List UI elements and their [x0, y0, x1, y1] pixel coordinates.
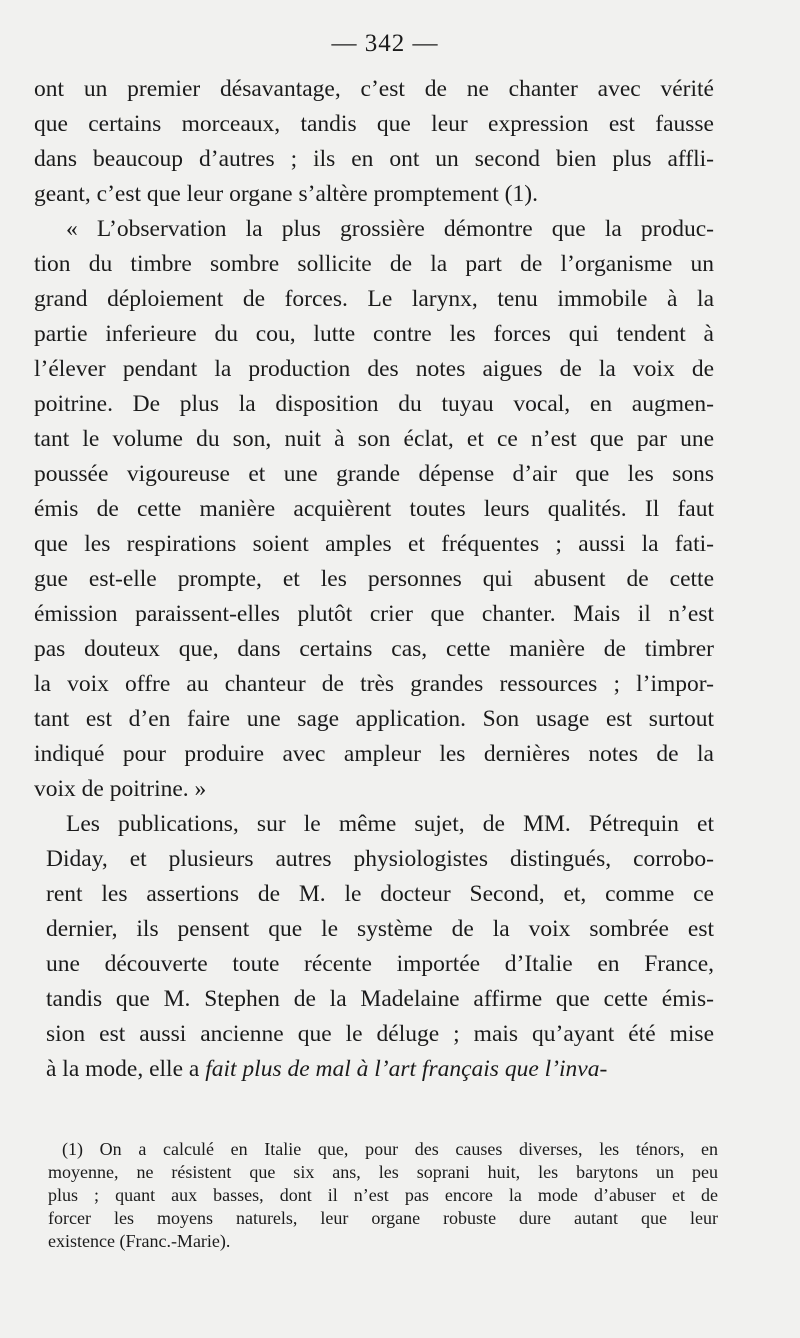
text-line: la voix offre au chanteur de très grandes ressources ; l’impor- [34, 671, 714, 697]
text-line: que les respirations soient amples et fréquentes ; aussi la fati- [34, 531, 714, 557]
text-line: gue est-elle prompte, et les personnes qui abusent de cette [34, 566, 714, 592]
text-line: sion est aussi ancienne que le déluge ; mais qu’ayant été mise [46, 1021, 714, 1047]
footnote-line: plus ; quant aux basses, dont il n’est pas encore la mode d’abuser et de [48, 1185, 718, 1205]
footnote-line: moyenne, ne résistent que six ans, les soprani huit, les barytons un peu [48, 1162, 718, 1182]
text-line: partie inferieure du cou, lutte contre les forces qui tendent à [34, 321, 714, 347]
text-line: ont un premier désavantage, c’est de ne chanter avec vérité [34, 76, 714, 102]
text-line: que certains morceaux, tandis que leur expression est fausse [34, 111, 714, 137]
text-line: voix de poitrine. » [34, 776, 207, 802]
text-line: tandis que M. Stephen de la Madelaine affirme que cette émis- [46, 986, 714, 1012]
text-run: à la mode, elle a [46, 1056, 206, 1082]
footnote-line: (1) On a calculé en Italie que, pour des causes diverses, les ténors, en [62, 1139, 718, 1159]
text-line: tant est d’en faire une sage application. Son usage est surtout [34, 706, 714, 732]
italic-text-run: fait plus de mal à l’art français que l’inva- [205, 1056, 608, 1082]
text-line: tant le volume du son, nuit à son éclat, et ce n’est que par une [34, 426, 714, 452]
page-number: — 342 — [331, 30, 439, 57]
text-line: tion du timbre sombre sollicite de la part de l’organisme un [34, 251, 714, 277]
text-line: Les publications, sur le même sujet, de MM. Pétrequin et [66, 811, 714, 837]
text-line: dans beaucoup d’autres ; ils en ont un second bien plus affli- [34, 146, 714, 172]
footnotes [48, 1138, 718, 1253]
text-line: dernier, ils pensent que le système de la voix sombrée est [46, 916, 714, 942]
text-line: indiqué pour produire avec ampleur les dernières notes de la [34, 741, 714, 767]
text-line: émission paraissent-elles plutôt crier que chanter. Mais il n’est [34, 601, 714, 627]
text-line: « L’observation la plus grossière démontre que la produc- [66, 216, 714, 242]
text-line: grand déploiement de forces. Le larynx, tenu immobile à la [34, 286, 714, 312]
body-text [34, 72, 714, 1087]
text-line: poitrine. De plus la disposition du tuyau vocal, en augmen- [34, 391, 714, 417]
text-line: une découverte toute récente importée d’Italie en France, [46, 951, 714, 977]
text-line: rent les assertions de M. le docteur Second, et, comme ce [46, 881, 714, 907]
footnote-line: existence (Franc.-Marie). [48, 1231, 231, 1251]
text-line: poussée vigoureuse et une grande dépense d’air que les sons [34, 461, 714, 487]
text-line: geant, c’est que leur organe s’altère promptement (1). [34, 181, 538, 207]
text-line: émis de cette manière acquièrent toutes leurs qualités. Il faut [34, 496, 714, 522]
text-line: Diday, et plusieurs autres physiologistes distingués, corrobo- [46, 846, 714, 872]
text-line: l’élever pendant la production des notes aigues de la voix de [34, 356, 714, 382]
text-line: pas douteux que, dans certains cas, cette manière de timbrer [34, 636, 714, 662]
text-line [34, 1052, 714, 1087]
footnote-line: forcer les moyens naturels, leur organe robuste dure autant que leur [48, 1208, 718, 1228]
